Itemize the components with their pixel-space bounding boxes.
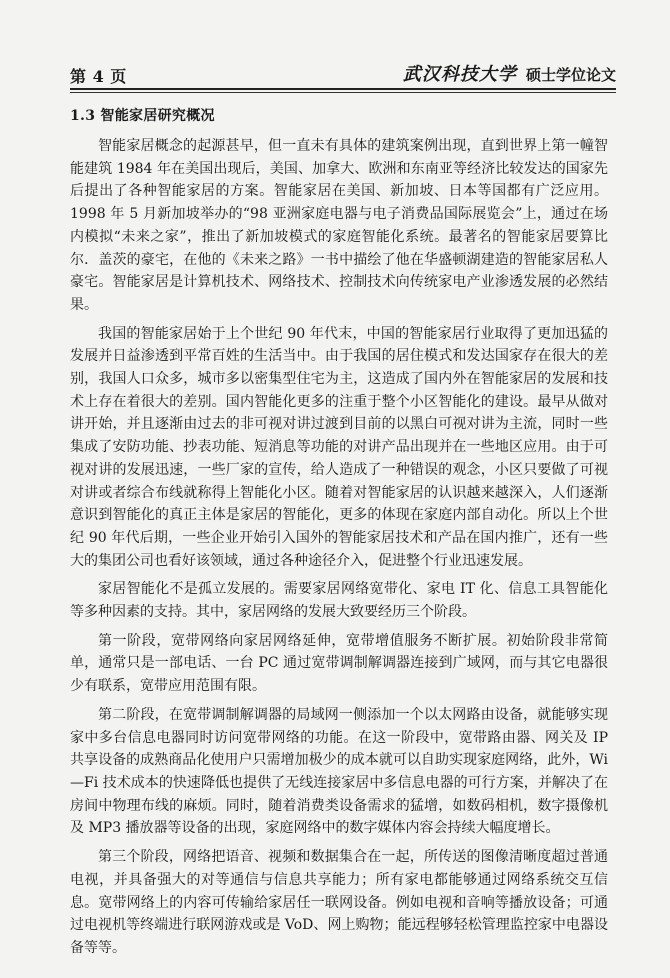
body-text	[70, 135, 608, 966]
header-right	[403, 60, 616, 86]
section-heading: 1.3 智能家居研究概况	[70, 108, 215, 124]
header-rule-thick	[70, 88, 616, 90]
university-name: 武汉科技大学	[402, 64, 517, 85]
page-number: 第 4 页	[70, 67, 127, 86]
paragraph-stage-three: 第三个阶段，网络把语音、视频和数据集合在一起，所传送的图像清晰度超过普通电视，并具备强大的对等通信与信息共享能力；所有家电都能够通过网络系统交互信息。宽带网络上的内容可传输给家居任一联网设备。例如电视和音响等播放设备；可通过电视机等终端进行联网游戏或是 VoD、网上购物；能远程够轻松管理监控家中电器设备等等。	[70, 849, 608, 956]
header-rule-thin	[70, 92, 616, 93]
paragraph-factors: 家居智能化不是孤立发展的。需要家居网络宽带化、家电 IT 化、信息工具智能化等多种因素的支持。其中，家居网络的发展大致要经历三个阶段。	[70, 581, 608, 621]
page-header	[70, 60, 616, 86]
paragraph-china-development: 我国的智能家居始于上个世纪 90 年代末，中国的智能家居行业取得了更加迅猛的发展并日益渗透到平常百姓的生活当中。由于我国的居住模式和发达国家存在很大的差别，我国人口众多，城市多以密集型住宅为主，这造成了国内外在智能家居的发展和技术上存在着很大的差别。国内智能化更多的注重于整个小区智能化的建设。最早从做对讲开始，并且逐渐由过去的非可视对讲过渡到目前的以黑白可视对讲为主流，同时一些集成了安防功能、抄表功能、短消息等功能的对讲产品出现并在一些地区应用。由于可视对讲的发展迅速，一些厂家的宣传，给人造成了一种错误的观念，小区只要做了可视对讲或者综合布线就称得上智能化小区。随着对智能家居的认识越来越深入，人们逐渐意识到智能化的真正主体是家居的智能化，更多的体现在家庭内部自动化。所以上个世纪 90 年代后期，一些企业开始引入国外的智能家居技术和产品在国内推广，还有一些大的集团公司也看好该领域，通过各种途径介入，促进整个行业迅速发展。	[70, 325, 608, 569]
paragraph-stage-two: 第二阶段，在宽带调制解调器的局域网一侧添加一个以太网路由设备，就能够实现家中多台信息电器同时访问宽带网络的功能。在这一阶段中，宽带路由器、网关及 IP 共享设备的成熟商品化使用户只需增加极少的成本就可以自助实现家庭网络，此外，Wi—Fi 技术成本的快速降低也提供了无线连接家居中多信息电器的可行方案，并解决了在房间中物理布线的麻烦。同时，随着消费类设备需求的猛增，如数码相机，数字摄像机及 MP3 播放器等设备的出现，家庭网络中的数字媒体内容会持续大幅度增长。	[70, 706, 608, 837]
paragraph-origin: 智能家居概念的起源甚早，但一直未有具体的建筑案例出现，直到世界上第一幢智能建筑 1984 年在美国出现后，美国、加拿大、欧洲和东南亚等经济比较发达的国家先后提出了各种智能家居的方案。智能家居在美国、新加坡、日本等国都有广泛应用。1998 年 5 月新加坡举办的“98 亚洲家庭电器与电子消费品国际展览会”上，通过在场内模拟“未来之家”，推出了新加坡模式的家庭智能化系统。最著名的智能家居要算比尔．盖茨的豪宅，在他的《未来之路》一书中描绘了他在华盛顿湖建造的智能家居私人豪宅。智能家居是计算机技术、网络技术、控制技术向传统家电产业渗透发展的必然结果。	[70, 138, 608, 313]
paragraph-stage-one: 第一阶段，宽带网络向家居网络延伸，宽带增值服务不断扩展。初始阶段非常简单，通常只是一部电话、一台 PC 通过宽带调制解调器连接到广域网，而与其它电器很少有联系，宽带应用范围有限。	[70, 632, 608, 695]
thesis-type: 硕士学位论文	[525, 66, 616, 84]
